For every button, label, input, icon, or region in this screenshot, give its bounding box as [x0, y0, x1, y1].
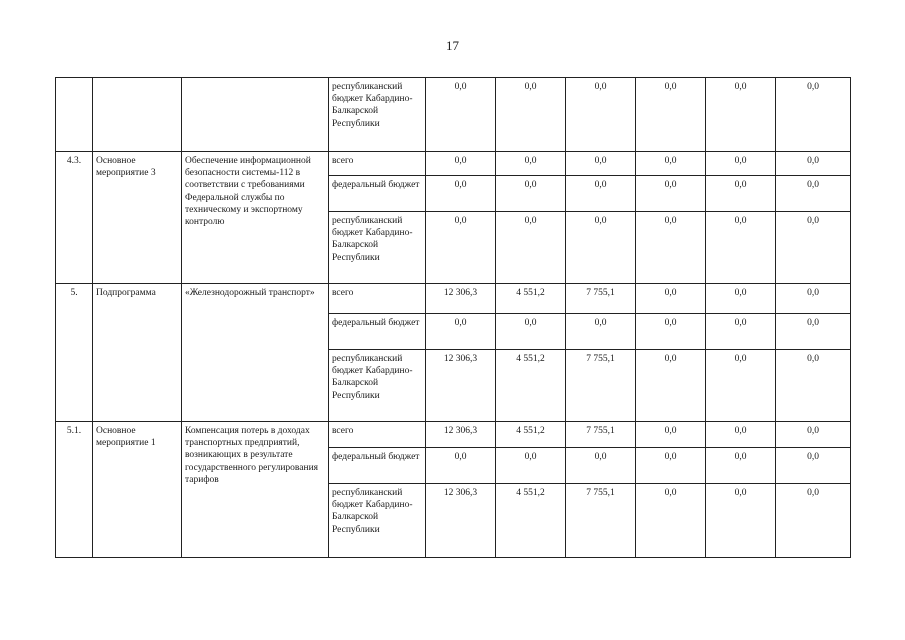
funding-source-cell: федеральный бюджет — [329, 448, 426, 484]
amount-cell: 0,0 — [706, 212, 776, 284]
item-description-cell — [182, 78, 329, 152]
funding-source-cell: республиканский бюджет Кабардино-Балкарской Республики — [329, 78, 426, 152]
amount-cell: 0,0 — [636, 78, 706, 152]
amount-cell: 0,0 — [636, 212, 706, 284]
amount-cell: 0,0 — [706, 448, 776, 484]
item-number-cell: 5. — [56, 284, 93, 422]
amount-cell: 4 551,2 — [496, 422, 566, 448]
amount-cell: 0,0 — [776, 314, 851, 350]
amount-cell: 0,0 — [636, 176, 706, 212]
funding-source-cell: федеральный бюджет — [329, 314, 426, 350]
amount-cell: 0,0 — [636, 350, 706, 422]
item-description-cell: Обеспечение информационной безопасности системы-112 в соответствии с требованиями Федеральной службы по техническому и экспортному контролю — [182, 152, 329, 284]
amount-cell: 0,0 — [566, 176, 636, 212]
item-description-cell: Компенсация потерь в доходах транспортных предприятий, возникающих в результате государственного регулирования тарифов — [182, 422, 329, 558]
amount-cell: 0,0 — [706, 78, 776, 152]
amount-cell: 0,0 — [496, 448, 566, 484]
amount-cell: 0,0 — [426, 448, 496, 484]
amount-cell: 0,0 — [636, 284, 706, 314]
amount-cell: 0,0 — [776, 212, 851, 284]
funding-source-cell: федеральный бюджет — [329, 176, 426, 212]
funding-table-body — [56, 78, 851, 558]
amount-cell: 0,0 — [776, 152, 851, 176]
amount-cell: 0,0 — [426, 152, 496, 176]
item-number-cell: 5.1. — [56, 422, 93, 558]
amount-cell: 7 755,1 — [566, 350, 636, 422]
item-description-cell: «Железнодорожный транспорт» — [182, 284, 329, 422]
amount-cell: 0,0 — [706, 152, 776, 176]
amount-cell: 7 755,1 — [566, 484, 636, 558]
item-name-cell: Подпрограмма — [93, 284, 182, 422]
amount-cell: 12 306,3 — [426, 422, 496, 448]
amount-cell: 0,0 — [566, 314, 636, 350]
funding-table — [55, 77, 851, 558]
amount-cell: 0,0 — [776, 422, 851, 448]
amount-cell: 0,0 — [566, 448, 636, 484]
amount-cell: 0,0 — [566, 152, 636, 176]
amount-cell: 0,0 — [706, 350, 776, 422]
amount-cell: 0,0 — [566, 212, 636, 284]
amount-cell: 0,0 — [636, 448, 706, 484]
amount-cell: 0,0 — [566, 78, 636, 152]
amount-cell: 0,0 — [636, 152, 706, 176]
amount-cell: 0,0 — [496, 212, 566, 284]
amount-cell: 0,0 — [496, 176, 566, 212]
amount-cell: 0,0 — [496, 314, 566, 350]
amount-cell: 0,0 — [776, 448, 851, 484]
amount-cell: 0,0 — [426, 176, 496, 212]
funding-source-cell: всего — [329, 284, 426, 314]
amount-cell: 12 306,3 — [426, 484, 496, 558]
amount-cell: 7 755,1 — [566, 422, 636, 448]
table-row — [56, 78, 851, 152]
funding-source-cell: республиканский бюджет Кабардино-Балкарской Республики — [329, 484, 426, 558]
amount-cell: 0,0 — [706, 422, 776, 448]
amount-cell: 4 551,2 — [496, 484, 566, 558]
funding-source-cell: республиканский бюджет Кабардино-Балкарской Республики — [329, 212, 426, 284]
amount-cell: 4 551,2 — [496, 350, 566, 422]
amount-cell: 0,0 — [706, 484, 776, 558]
amount-cell: 0,0 — [776, 78, 851, 152]
amount-cell: 12 306,3 — [426, 350, 496, 422]
amount-cell: 0,0 — [776, 484, 851, 558]
amount-cell: 0,0 — [496, 78, 566, 152]
amount-cell: 0,0 — [706, 176, 776, 212]
amount-cell: 0,0 — [426, 212, 496, 284]
amount-cell: 0,0 — [706, 314, 776, 350]
amount-cell: 12 306,3 — [426, 284, 496, 314]
amount-cell: 4 551,2 — [496, 284, 566, 314]
item-name-cell: Основное мероприятие 3 — [93, 152, 182, 284]
page-number: 17 — [446, 38, 459, 53]
funding-source-cell: всего — [329, 152, 426, 176]
amount-cell: 0,0 — [636, 422, 706, 448]
table-row — [56, 422, 851, 448]
amount-cell: 7 755,1 — [566, 284, 636, 314]
amount-cell: 0,0 — [776, 176, 851, 212]
table-row — [56, 284, 851, 314]
amount-cell: 0,0 — [426, 78, 496, 152]
item-number-cell: 4.3. — [56, 152, 93, 284]
item-name-cell — [93, 78, 182, 152]
amount-cell: 0,0 — [426, 314, 496, 350]
item-number-cell — [56, 78, 93, 152]
amount-cell: 0,0 — [496, 152, 566, 176]
amount-cell: 0,0 — [776, 350, 851, 422]
table-row — [56, 152, 851, 176]
amount-cell: 0,0 — [636, 484, 706, 558]
amount-cell: 0,0 — [636, 314, 706, 350]
item-name-cell: Основное мероприятие 1 — [93, 422, 182, 558]
amount-cell: 0,0 — [776, 284, 851, 314]
amount-cell: 0,0 — [706, 284, 776, 314]
funding-source-cell: республиканский бюджет Кабардино-Балкарской Республики — [329, 350, 426, 422]
funding-source-cell: всего — [329, 422, 426, 448]
